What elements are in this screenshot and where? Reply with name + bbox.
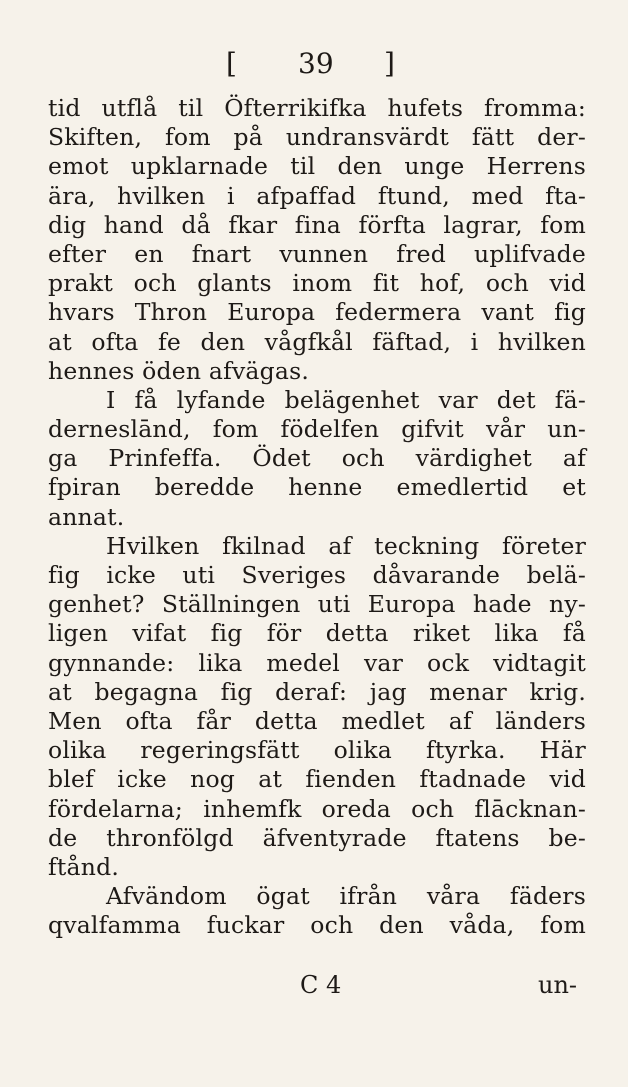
text-line: fördelarna; inhemfk oreda och flācknan- xyxy=(48,794,586,823)
text-line: emot upklarnade til den unge Herrens xyxy=(48,152,586,181)
text-line: qvalfamma fuckar och den våda, fom xyxy=(48,911,586,940)
text-line: Afvändom ögat ifrån våra fäders xyxy=(106,882,586,911)
text-line: ftånd. xyxy=(48,852,120,881)
text-line: hvars Thron Europa federmera vant fig xyxy=(48,298,586,327)
text-line: genhet? Ställningen uti Europa hade ny- xyxy=(48,590,586,619)
text-line: ära, hvilken i afpaffad ftund, med fta- xyxy=(48,181,586,210)
right-bracket: ] xyxy=(384,47,395,80)
page-footer xyxy=(0,968,628,1002)
page-header xyxy=(0,44,628,84)
text-line: prakt och glants inom fit hof, och vid xyxy=(48,269,586,298)
text-line: blef icke nog at fienden ftadnade vid xyxy=(48,765,586,794)
text-line: gynnande: lika medel var ock vidtagit xyxy=(48,648,586,677)
text-line: tid utflå til Öfterrikifka hufets fromma: xyxy=(48,94,586,122)
text-line: Skiften, fom på undransvärdt fätt der- xyxy=(48,123,586,152)
signature-mark: C 4 xyxy=(300,971,342,999)
text-line: hennes öden afvägas. xyxy=(48,356,310,385)
text-line: dig hand då fkar fina förfta lagrar, fom xyxy=(48,210,586,239)
text-line: fpiran beredde henne emedlertid et xyxy=(48,473,586,502)
text-line: ga Prinfeffa. Ödet och värdighet af xyxy=(48,444,586,473)
text-line: de thronfölgd äfventyrade ftatens be- xyxy=(48,823,586,852)
text-line: olika regeringsfätt olika ftyrka. Här xyxy=(48,736,586,765)
text-line: derneslānd, fom födelfen gifvit vår un- xyxy=(48,415,586,444)
text-line: Men ofta får detta medlet af länders xyxy=(48,706,586,735)
text-line: annat. xyxy=(48,502,125,531)
text-line: I få lyfande belägenhet var det fä- xyxy=(106,385,586,414)
text-line: fig icke uti Sveriges dåvarande belä- xyxy=(48,561,586,589)
text-line: Hvilken fkilnad af teckning företer xyxy=(106,531,586,560)
text-line: efter en fnart vunnen fred uplifvade xyxy=(48,239,586,268)
body-text xyxy=(48,94,586,940)
page-number: 39 xyxy=(298,47,334,80)
text-line: at ofta fe den vågfkål fäftad, i hvilken xyxy=(48,327,586,356)
left-bracket: [ xyxy=(226,47,237,80)
catchword: un- xyxy=(538,971,578,999)
text-line: ligen vifat fig för detta riket lika få xyxy=(48,619,586,648)
text-line: at begagna fig deraf: jag menar krig. xyxy=(48,677,586,706)
